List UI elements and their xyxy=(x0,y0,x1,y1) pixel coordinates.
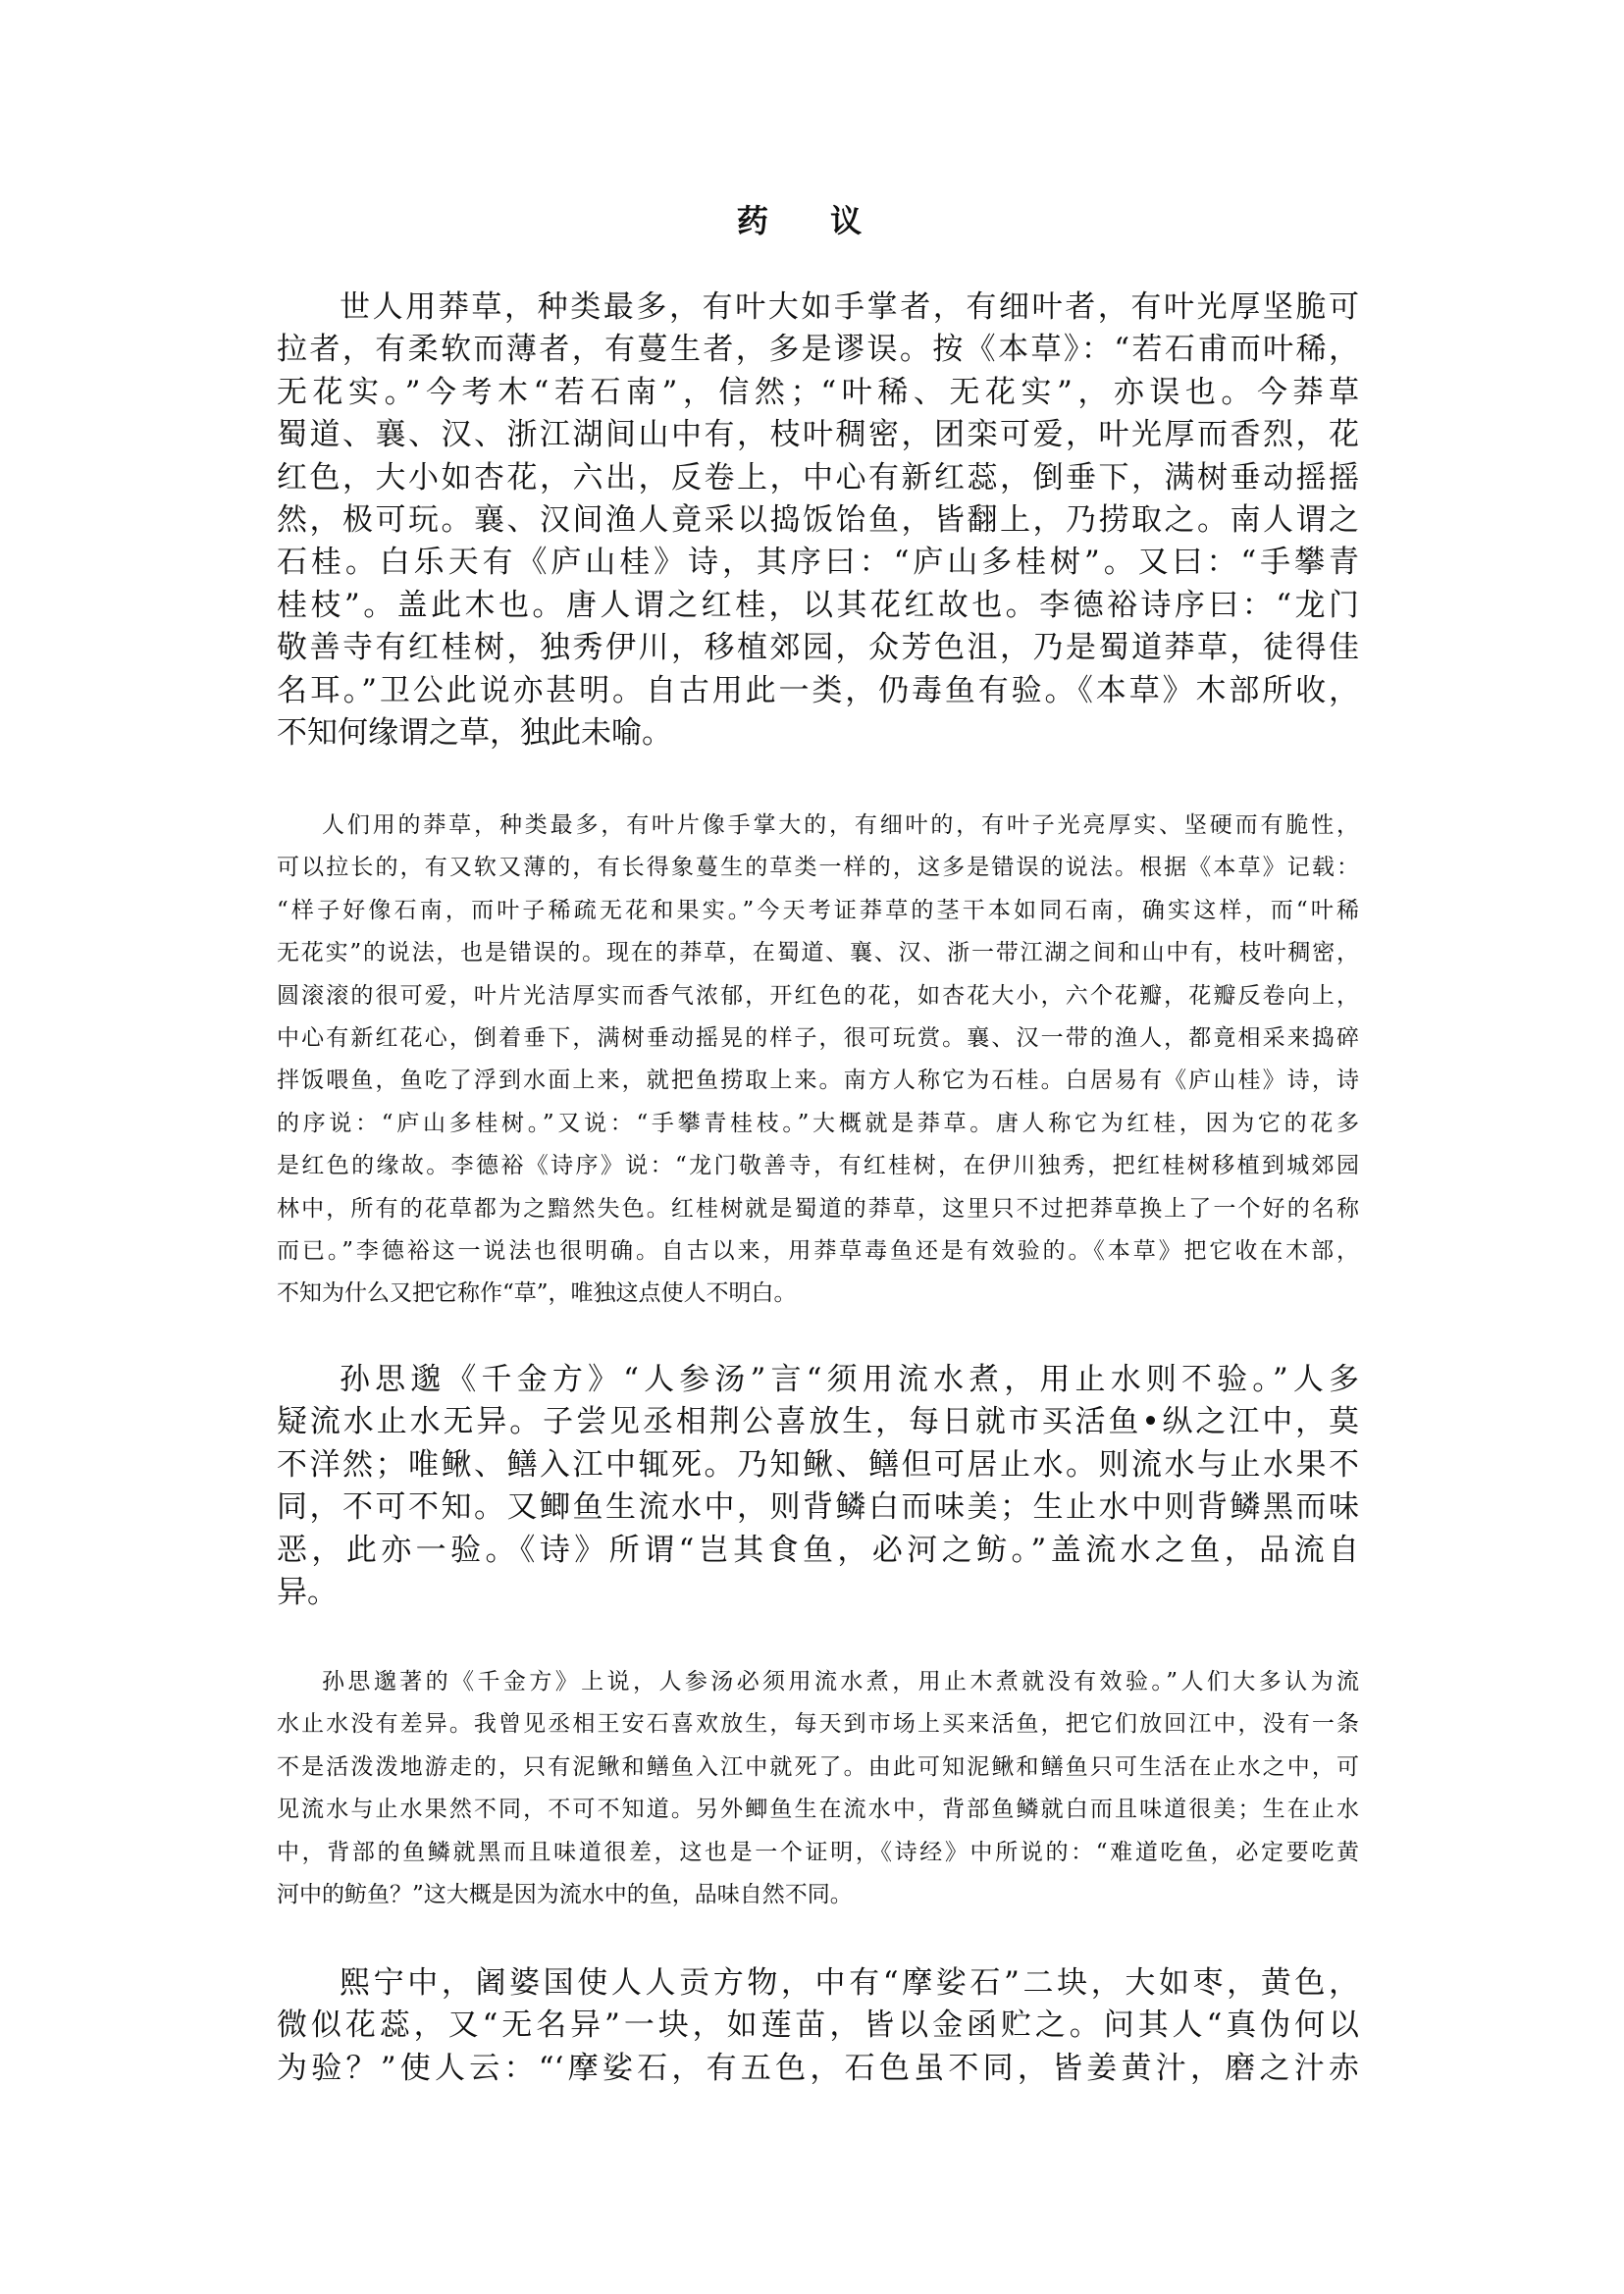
original-text-paragraph xyxy=(277,1962,1359,2090)
text-line: 可以拉长的，有又软又薄的，有长得象蔓生的草类一样的，这多是错误的说法。根据《本草》记载： xyxy=(277,855,1359,881)
text-line: 圆滚滚的很可爱，叶片光洁厚实而香气浓郁，开红色的花，如杏花大小，六个花瓣，花瓣反卷向上， xyxy=(277,982,1359,1009)
text-line: 熙宁中，阇婆国使人人贡方物，中有“摩娑石”二块，大如枣，黄色， xyxy=(340,1965,1359,2001)
text-line: 不是活泼泼地游走的，只有泥鳅和鳝鱼入江中就死了。由此可知泥鳅和鳝鱼只可生活在止水之中，可 xyxy=(277,1753,1359,1780)
page-title: 药 议 xyxy=(736,202,888,239)
text-line: 恶，此亦一验。《诗》所谓“岂其食鱼，必河之鲂。”盖流水之鱼，品流自 xyxy=(277,1532,1359,1568)
text-line: 同，不可不知。又鲫鱼生流水中，则背鳞白而味美；生止水中则背鳞黑而味 xyxy=(277,1489,1359,1526)
text-line: 无花实”的说法，也是错误的。现在的莽草，在蜀道、襄、汉、浙一带江湖之间和山中有，枝叶稠密， xyxy=(277,940,1359,966)
text-line: 林中，所有的花草都为之黯然失色。红桂树就是蜀道的莽草，这里只不过把莽草换上了一个好的名称 xyxy=(277,1195,1359,1222)
text-line: 然，极可玩。襄、汉间渔人竟采以捣饭饴鱼，皆翻上，乃捞取之。南人谓之 xyxy=(277,501,1359,538)
text-line: 见流水与止水果然不同，不可不知道。另外鲫鱼生在流水中，背部鱼鳞就白而且味道很美；生在止水 xyxy=(277,1797,1359,1823)
text-line: 不洋然；唯鳅、鳝入江中辄死。乃知鳅、鳝但可居止水。则流水与止水果不 xyxy=(277,1446,1359,1483)
text-line: 拉者，有柔软而薄者，有蔓生者，多是谬误。按《本草》：“若石甫而叶稀， xyxy=(277,332,1359,368)
translation-paragraph xyxy=(277,1661,1359,1916)
text-line: 孙思邈著的《千金方》上说，人参汤必须用流水煮，用止木煮就没有效验。”人们大多认为流 xyxy=(322,1669,1359,1694)
text-line: 而已。”李德裕这一说法也很明确。自古以来，用莽草毒鱼还是有效验的。《本草》把它收在木部， xyxy=(277,1237,1359,1264)
text-line: “样子好像石南，而叶子稀疏无花和果实。”今天考证莽草的茎干本如同石南，确实这样，而“叶稀 xyxy=(277,897,1359,923)
text-line: 石桂。白乐天有《庐山桂》诗，其序曰：“庐山多桂树”。又曰：“手攀青 xyxy=(277,545,1359,581)
text-line: 桂枝”。盖此木也。唐人谓之红桂，以其花红故也。李德裕诗序曰：“龙门 xyxy=(277,587,1359,623)
text-line: 名耳。”卫公此说亦甚明。自古用此一类，仍毒鱼有验。《本草》木部所收， xyxy=(277,672,1359,708)
text-line: 蜀道、襄、汉、浙江湖间山中有，枝叶稠密，团栾可爱，叶光厚而香烈，花 xyxy=(277,417,1359,453)
text-line: 中心有新红花心，倒着垂下，满树垂动摇晃的样子，很可玩赏。襄、汉一带的渔人，都竟相采来捣碎 xyxy=(277,1024,1359,1051)
text-line: 无花实。”今考木“若石南”，信然；“叶稀、无花实”，亦误也。今莽草 xyxy=(277,374,1359,410)
text-line: 不知为什么又把它称作“草”，唯独这点使人不明白。 xyxy=(277,1280,797,1307)
text-line: 水止水没有差异。我曾见丞相王安石喜欢放生，每天到市场上买来活鱼，把它们放回江中，没有一条 xyxy=(277,1711,1359,1738)
original-text-paragraph xyxy=(277,1359,1359,1614)
text-line: 河中的鲂鱼？”这大概是因为流水中的鱼，品味自然不同。 xyxy=(277,1881,853,1907)
text-line: 异。 xyxy=(277,1574,338,1610)
text-line: 微似花蕊，又“无名异”一块，如莲苗，皆以金函贮之。问其人“真伪何以 xyxy=(277,2007,1359,2044)
text-line: 为验？”使人云：“‘摩娑石，有五色，石色虽不同，皆姜黄汁，磨之汁赤 xyxy=(277,2050,1359,2086)
text-line: 中，背部的鱼鳞就黑而且味道很差，这也是一个证明，《诗经》中所说的：“难道吃鱼，必定要吃黄 xyxy=(277,1839,1359,1865)
text-line: 人们用的莽草，种类最多，有叶片像手掌大的，有细叶的，有叶子光亮厚实、坚硬而有脆性， xyxy=(322,812,1359,838)
text-line: 不知何缘谓之草，独此未喻。 xyxy=(277,714,672,751)
text-line: 的序说：“庐山多桂树。”又说：“手攀青桂枝。”大概就是莽草。唐人称它为红桂，因为它的花多 xyxy=(277,1110,1359,1136)
text-line: 疑流水止水无异。子尝见丞相荆公喜放生，每日就市买活鱼•纵之江中，莫 xyxy=(277,1404,1359,1440)
text-line: 拌饭喂鱼，鱼吃了浮到水面上来，就把鱼捞取上来。南方人称它为石桂。白居易有《庐山桂》诗，诗 xyxy=(277,1068,1359,1094)
text-line: 敬善寺有红桂树，独秀伊川，移植郊园，众芳色沮，乃是蜀道莽草，徒得佳 xyxy=(277,630,1359,666)
text-line: 红色，大小如杏花，六出，反卷上，中心有新红蕊，倒垂下，满树垂动摇摇 xyxy=(277,459,1359,495)
text-line: 孙思邈《千金方》“人参汤”言“须用流水煮，用止水则不验。”人多 xyxy=(340,1362,1359,1397)
translation-paragraph xyxy=(277,805,1359,1316)
original-text-paragraph xyxy=(277,287,1359,755)
text-line: 世人用莽草，种类最多，有叶大如手掌者，有细叶者，有叶光厚坚脆可 xyxy=(340,289,1359,325)
text-line: 是红色的缘故。李德裕《诗序》说：“龙门敬善寺，有红桂树，在伊川独秀，把红桂树移植到城郊园 xyxy=(277,1153,1359,1179)
